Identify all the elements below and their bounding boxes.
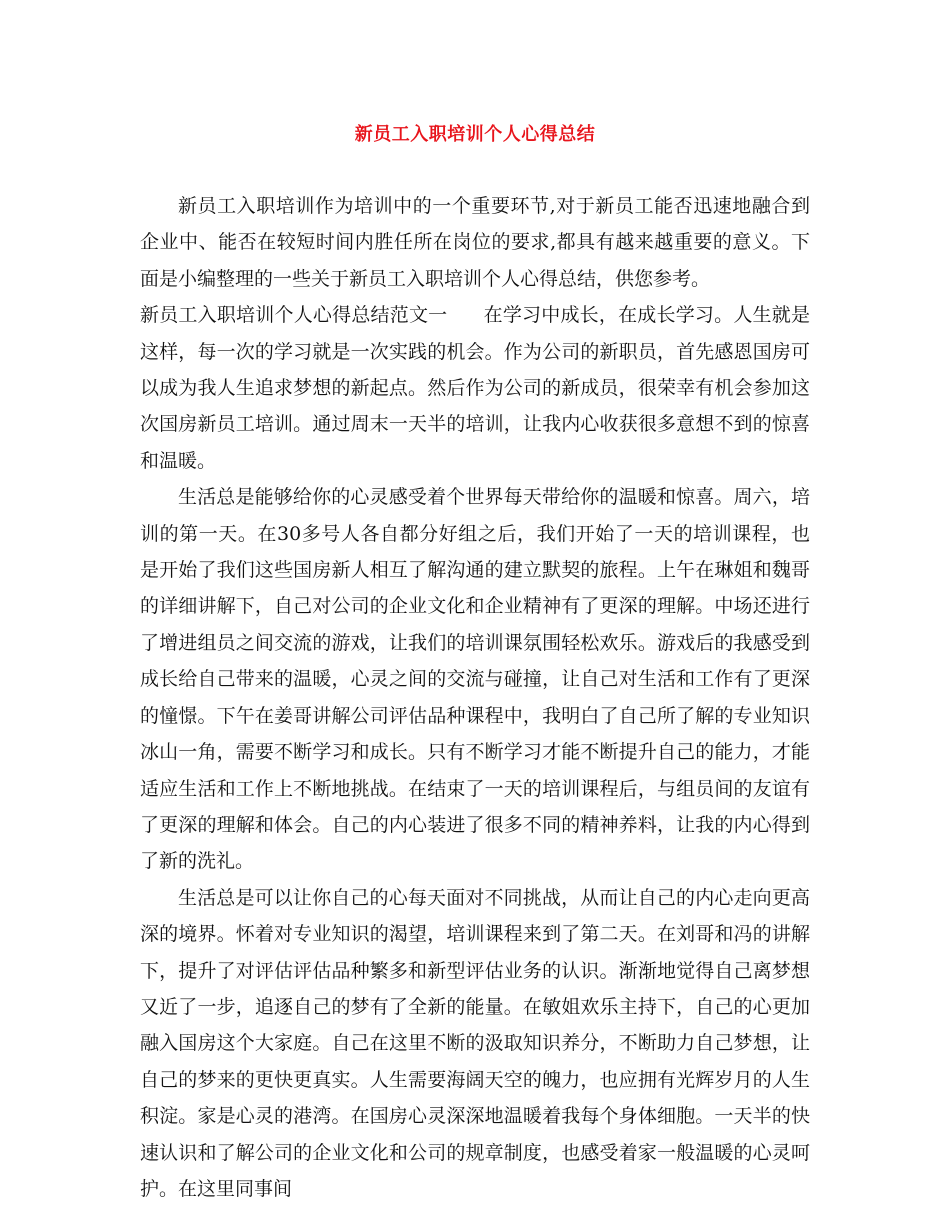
body-paragraph-3: 生活总是可以让你自己的心每天面对不同挑战，从而让自己的内心走向更高深的境界。怀着对专业知识的渴望，培训课程来到了第二天。在刘哥和冯的讲解下，提升了对评估评估品种繁多和新型评估业务的认识。渐渐地觉得自己离梦想又近了一步，追逐自己的梦有了全新的能量。在敏姐欢乐主持下，自己的心更加融入国房这个大家庭。自己在这里不断的汲取知识养分，不断助力自己梦想，让自己的梦来的更快更真实。人生需要海阔天空的魄力，也应拥有光辉岁月的人生积淀。家是心灵的港湾。在国房心灵深深地温暖着我每个身体细胞。一天半的快速认识和了解公司的企业文化和公司的规章制度，也感受着家一般温暖的心灵呵护。在这里同事间 [140,886,810,1200]
body-paragraph-2: 生活总是能够给你的心灵感受着个世界每天带给你的温暖和惊喜。周六，培训的第一天。在30多号人各自都分好组之后，我们开始了一天的培训课程，也是开始了我们这些国房新人相互了解沟通的建立默契的旅程。上午在琳姐和魏哥的详细讲解下，自己对公司的企业文化和企业精神有了更深的理解。中场还进行了增进组员之间交流的游戏，让我们的培训课氛围轻松欢乐。游戏后的我感受到成长给自己带来的温暖，心灵之间的交流与碰撞，让自己对生活和工作有了更深的憧憬。下午在姜哥讲解公司评估品种课程中，我明白了自己所了解的专业知识冰山一角，需要不断学习和成长。只有不断学习才能不断提升自己的能力，才能适应生活和工作上不断地挑战。在结束了一天的培训课程后，与组员间的友谊有了更深的理解和体会。自己的内心装进了很多不同的精神养料，让我的内心得到了新的洗礼。 [140,486,810,873]
document-body [140,188,810,1207]
intro-paragraph: 新员工入职培训作为培训中的一个重要环节,对于新员工能否迅速地融合到企业中、能否在较短时间内胜任所在岗位的要求,都具有越来越重要的意义。下面是小编整理的一些关于新员工入职培训个人心得总结，供您参考。 [140,195,810,290]
document-title: 新员工入职培训个人心得总结 [354,124,596,145]
section-paragraph [140,297,810,479]
section-heading: 新员工入职培训个人心得总结范文一 [140,304,448,327]
section-lead-text: 在学习中成长，在成长学习。人生就是这样，每一次的学习就是一次实践的机会。作为公司的新职员，首先感恩国房可以成为我人生追求梦想的新起点。然后作为公司的新成员，很荣幸有机会参加这次国房新员工培训。通过周末一天半的培训，让我内心收获很多意想不到的惊喜和温暖。 [140,304,810,472]
